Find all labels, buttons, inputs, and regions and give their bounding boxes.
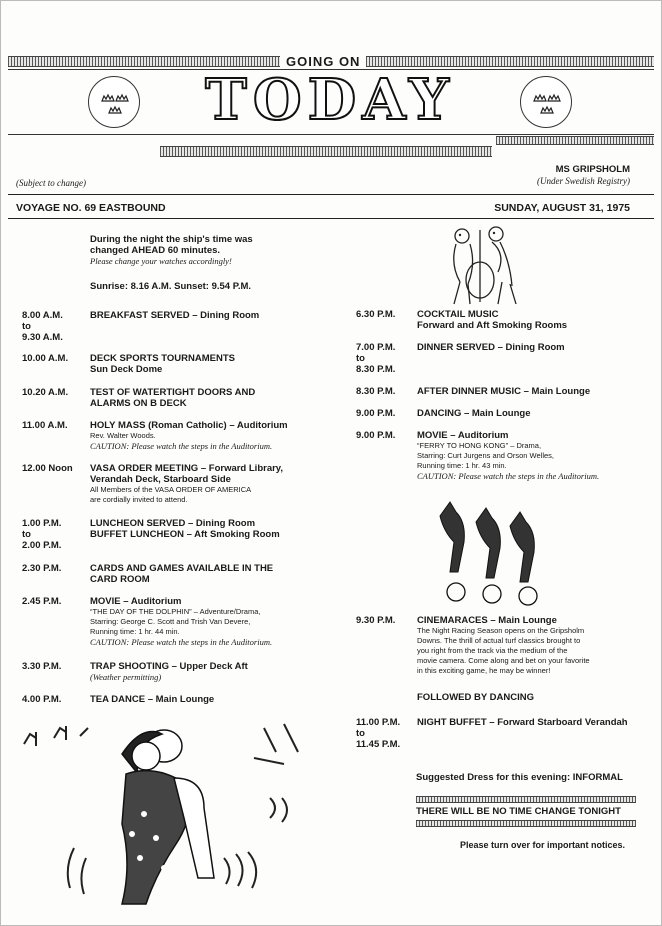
top-rule-right	[366, 56, 654, 67]
subject-to-change: (Subject to change)	[16, 178, 86, 188]
no-time-change-notice: THERE WILL BE NO TIME CHANGE TONIGHT	[416, 806, 621, 817]
time-line: 8.00 A.M.	[22, 310, 63, 321]
event-item	[90, 694, 320, 705]
event-time	[22, 353, 82, 364]
event-time	[356, 717, 416, 750]
event-title: VASA ORDER MEETING – Forward Library,	[90, 463, 284, 474]
event-time	[22, 661, 82, 672]
time-line: 11.00 P.M.	[356, 717, 401, 728]
sun-times: Sunrise: 8.16 A.M. Sunset: 9.54 P.M.	[90, 281, 252, 292]
musicians-illustration	[432, 222, 528, 308]
event-title: MOVIE – Auditorium	[90, 596, 182, 607]
time-line: 10.00 A.M.	[22, 353, 69, 364]
event-item	[417, 408, 652, 419]
going-on-label: GOING ON	[286, 54, 361, 69]
turn-over-note: Please turn over for important notices.	[460, 840, 626, 850]
event-note: The Night Racing Season opens on the Gripsholm	[417, 626, 585, 635]
title-underline	[8, 134, 654, 135]
event-title: ALARMS ON B DECK	[90, 398, 187, 409]
time-line: 9.00 P.M.	[356, 430, 396, 441]
time-line: to	[356, 728, 365, 739]
event-time	[356, 408, 416, 419]
event-caution: CAUTION: Please watch the steps in the Auditorium.	[90, 441, 273, 451]
event-item	[90, 310, 320, 321]
event-time	[22, 387, 82, 398]
event-title: CARD ROOM	[90, 574, 150, 585]
event-title: FOLLOWED BY DANCING	[417, 692, 534, 703]
page-title: TODAY	[205, 67, 455, 133]
time-line: 9.30 A.M.	[22, 332, 63, 343]
event-title: AFTER DINNER MUSIC – Main Lounge	[417, 386, 591, 397]
crown-emblem-right	[520, 76, 572, 128]
event-item	[417, 342, 652, 353]
event-title: LUNCHEON SERVED – Dining Room	[90, 518, 256, 529]
event-time	[22, 694, 82, 705]
event-title: MOVIE – Auditorium	[417, 430, 509, 441]
horse-race-illustration	[432, 496, 552, 606]
time-line: 3.30 P.M.	[22, 661, 62, 672]
event-note: All Members of the VASA ORDER OF AMERICA	[90, 485, 252, 494]
event-time	[22, 463, 82, 474]
event-caution: CAUTION: Please watch the steps in the Auditorium.	[417, 471, 600, 481]
event-time	[356, 309, 416, 320]
ship-registry: (Under Swedish Registry)	[537, 176, 630, 186]
event-title: DANCING – Main Lounge	[417, 408, 531, 419]
voyage-rule-top	[8, 194, 654, 195]
time-line: to	[22, 321, 31, 332]
event-time	[22, 596, 82, 607]
time-line: 11.45 P.M.	[356, 739, 401, 750]
event-title: CARDS AND GAMES AVAILABLE IN THE	[90, 563, 274, 574]
event-title: TRAP SHOOTING – Upper Deck Aft	[90, 661, 248, 672]
time-line: 1.00 P.M.	[22, 518, 62, 529]
event-note: you right from the track via the medium of the	[417, 646, 568, 655]
time-line: to	[356, 353, 365, 364]
event-title: DINNER SERVED – Dining Room	[417, 342, 565, 353]
event-time	[356, 342, 416, 375]
time-line: 12.00 Noon	[22, 463, 73, 474]
event-time	[22, 563, 82, 574]
event-title: DECK SPORTS TOURNAMENTS	[90, 353, 235, 364]
event-item	[417, 309, 652, 331]
event-item	[90, 387, 320, 409]
time-line: 2.00 P.M.	[22, 540, 62, 551]
event-item	[417, 430, 652, 481]
footer-rule-bottom	[416, 820, 636, 827]
event-title: CINEMARACES – Main Lounge	[417, 615, 557, 626]
event-time	[22, 310, 82, 343]
time-line: 11.00 A.M.	[22, 420, 68, 431]
event-title: Sun Deck Dome	[90, 364, 163, 375]
event-note: Downs. The thrill of actual turf classics brought to	[417, 636, 581, 645]
event-title: TEST OF WATERTIGHT DOORS AND	[90, 387, 256, 398]
event-time	[22, 518, 82, 551]
event-title: BUFFET LUNCHEON – Aft Smoking Room	[90, 529, 280, 540]
event-caution: (Weather permitting)	[90, 672, 162, 682]
crown-emblem-left	[88, 76, 140, 128]
ship-name: MS GRIPSHOLM	[555, 164, 630, 175]
time-line: 2.45 P.M.	[22, 596, 62, 607]
event-note: are cordially invited to attend.	[90, 495, 188, 504]
event-title: TEA DANCE – Main Lounge	[90, 694, 215, 705]
voyage-date: SUNDAY, AUGUST 31, 1975	[494, 202, 630, 214]
dancing-couple-illustration	[14, 718, 314, 918]
time-line: 6.30 P.M.	[356, 309, 396, 320]
event-item	[90, 661, 320, 682]
time-line: 8.30 P.M.	[356, 364, 396, 375]
intro-note: Please change your watches accordingly!	[90, 256, 232, 266]
time-line: to	[22, 529, 31, 540]
dress-code: Suggested Dress for this evening: INFORMAL	[416, 772, 623, 783]
event-item	[90, 596, 320, 647]
event-title: Verandah Deck, Starboard Side	[90, 474, 231, 485]
top-rule-left	[8, 56, 280, 67]
voyage-rule-bottom	[8, 218, 654, 219]
time-line: 9.00 P.M.	[356, 408, 396, 419]
event-caution: CAUTION: Please watch the steps in the Auditorium.	[90, 637, 273, 647]
voyage-number: VOYAGE NO. 69 EASTBOUND	[16, 202, 166, 214]
footer-rule-top	[416, 796, 636, 803]
event-title: HOLY MASS (Roman Catholic) – Auditorium	[90, 420, 288, 431]
event-time	[356, 430, 416, 441]
event-title: NIGHT BUFFET – Forward Starboard Verandah	[417, 717, 628, 728]
time-line: 7.00 P.M.	[356, 342, 396, 353]
event-item	[90, 353, 320, 375]
event-note: Starring: George C. Scott and Trish Van Devere,	[90, 617, 251, 626]
event-note: in this exciting game, he may be winner!	[417, 666, 551, 675]
event-title: Forward and Aft Smoking Rooms	[417, 320, 568, 331]
event-item	[417, 615, 652, 676]
time-line: 8.30 P.M.	[356, 386, 396, 397]
intro-line-1: During the night the ship's time was	[90, 234, 253, 245]
intro	[90, 234, 253, 292]
time-line: 10.20 A.M.	[22, 387, 69, 398]
event-item	[417, 717, 652, 728]
event-note: movie camera. Come along and bet on your favorite	[417, 656, 590, 665]
event-note: Running time: 1 hr. 43 min.	[417, 461, 507, 470]
event-note: Running time: 1 hr. 44 min.	[90, 627, 180, 636]
event-item	[90, 563, 320, 585]
event-note: Starring: Curt Jurgens and Orson Welles,	[417, 451, 555, 460]
mid-rule-center	[160, 146, 492, 157]
event-item	[417, 692, 652, 703]
time-line: 4.00 P.M.	[22, 694, 62, 705]
mid-rule-right	[496, 136, 654, 145]
event-note: Rev. Walter Woods.	[90, 431, 156, 440]
time-line: 9.30 P.M.	[356, 615, 396, 626]
event-time	[22, 420, 82, 431]
event-title: COCKTAIL MUSIC	[417, 309, 499, 320]
event-note: “FERRY TO HONG KONG” – Drama,	[417, 441, 542, 450]
event-item	[417, 386, 652, 397]
time-line: 2.30 P.M.	[22, 563, 62, 574]
event-item	[90, 463, 320, 505]
event-time	[356, 386, 416, 397]
event-note: “THE DAY OF THE DOLPHIN” – Adventure/Drama,	[90, 607, 261, 616]
event-item	[90, 420, 320, 451]
event-time	[356, 615, 416, 626]
intro-line-2: changed AHEAD 60 minutes.	[90, 245, 221, 256]
event-title: BREAKFAST SERVED – Dining Room	[90, 310, 260, 321]
event-item	[90, 518, 320, 540]
